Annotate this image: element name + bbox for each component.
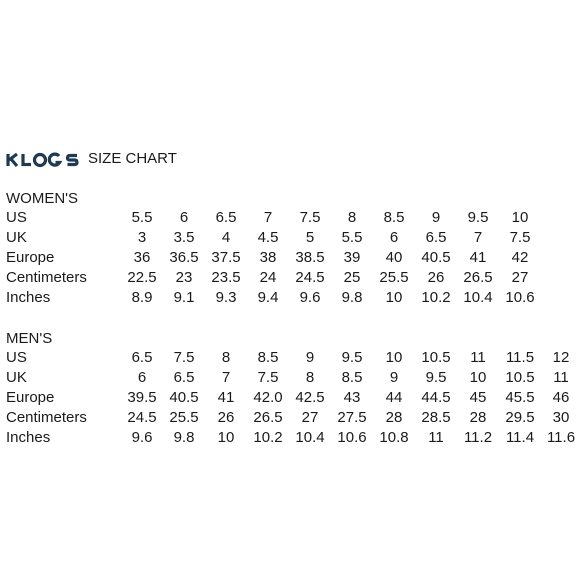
size-cell: 23 bbox=[175, 269, 193, 286]
size-cell: 5.5 bbox=[341, 229, 363, 246]
size-cell: 10.4 bbox=[295, 429, 325, 446]
size-cell: 11.2 bbox=[463, 429, 493, 446]
size-cell: 9.5 bbox=[467, 209, 489, 226]
size-cell: 24.5 bbox=[295, 269, 325, 286]
size-cell: 40.5 bbox=[421, 249, 451, 266]
size-cell: 9 bbox=[305, 349, 315, 366]
size-cell: 42.5 bbox=[295, 389, 325, 406]
size-cell: 29.5 bbox=[505, 409, 535, 426]
size-cell: 7 bbox=[221, 369, 231, 386]
size-cell: 10.5 bbox=[505, 369, 535, 386]
size-cell: 7.5 bbox=[257, 369, 279, 386]
row-label: UK bbox=[6, 229, 27, 246]
size-cell: 11.4 bbox=[505, 429, 535, 446]
size-cell: 36.5 bbox=[169, 249, 199, 266]
size-cell: 24 bbox=[259, 269, 277, 286]
size-cell: 25.5 bbox=[169, 409, 199, 426]
size-cell: 9.8 bbox=[173, 429, 195, 446]
size-cell: 3 bbox=[137, 229, 147, 246]
size-cell: 26 bbox=[427, 269, 445, 286]
size-cell: 9.3 bbox=[215, 289, 237, 306]
size-cell: 11 bbox=[470, 349, 486, 366]
size-cell: 12 bbox=[552, 349, 570, 366]
size-cell: 10 bbox=[511, 209, 529, 226]
size-cell: 23.5 bbox=[211, 269, 241, 286]
size-cell: 8.5 bbox=[341, 369, 363, 386]
klogs-logo bbox=[6, 152, 86, 168]
size-cell: 37.5 bbox=[211, 249, 241, 266]
men-row-inches bbox=[0, 428, 580, 448]
size-cell: 38 bbox=[259, 249, 277, 266]
size-cell: 38.5 bbox=[295, 249, 325, 266]
size-cell: 10.6 bbox=[505, 289, 535, 306]
size-cell: 8.9 bbox=[131, 289, 153, 306]
men-row-centimeters bbox=[0, 408, 580, 428]
size-cell: 27 bbox=[301, 409, 319, 426]
size-cell: 40 bbox=[385, 249, 403, 266]
size-chart-title: SIZE CHART bbox=[88, 150, 177, 167]
size-cell: 24.5 bbox=[127, 409, 157, 426]
men-row-uk bbox=[0, 368, 580, 388]
size-cell: 6 bbox=[137, 369, 147, 386]
size-cell: 7.5 bbox=[509, 229, 531, 246]
size-cell: 30 bbox=[552, 409, 570, 426]
size-cell: 9.8 bbox=[341, 289, 363, 306]
size-cell: 7.5 bbox=[299, 209, 321, 226]
size-cell: 22.5 bbox=[127, 269, 157, 286]
size-cell: 39.5 bbox=[127, 389, 157, 406]
size-cell: 8.5 bbox=[257, 349, 279, 366]
size-cell: 27 bbox=[511, 269, 529, 286]
women-row-centimeters bbox=[0, 268, 580, 288]
size-cell: 11.5 bbox=[505, 349, 535, 366]
size-cell: 10 bbox=[385, 349, 403, 366]
womens-section-title: WOMEN'S bbox=[6, 190, 79, 207]
size-cell: 11 bbox=[553, 369, 569, 386]
size-cell: 44 bbox=[385, 389, 403, 406]
row-label: Centimeters bbox=[6, 409, 87, 426]
row-label: UK bbox=[6, 369, 27, 386]
size-cell: 45 bbox=[469, 389, 487, 406]
mens-section-title: MEN'S bbox=[6, 330, 53, 347]
size-cell: 6.5 bbox=[215, 209, 237, 226]
size-cell: 9 bbox=[431, 209, 441, 226]
size-cell: 28 bbox=[385, 409, 403, 426]
size-cell: 42 bbox=[511, 249, 529, 266]
size-cell: 9.1 bbox=[173, 289, 195, 306]
size-cell: 10.8 bbox=[379, 429, 409, 446]
size-cell: 10.4 bbox=[463, 289, 493, 306]
size-cell: 27.5 bbox=[337, 409, 367, 426]
size-cell: 43 bbox=[343, 389, 361, 406]
size-cell: 8 bbox=[347, 209, 357, 226]
size-cell: 11.6 bbox=[546, 429, 576, 446]
size-cell: 10 bbox=[217, 429, 235, 446]
size-cell: 9.4 bbox=[257, 289, 279, 306]
row-label: Inches bbox=[6, 429, 51, 446]
men-row-us bbox=[0, 348, 580, 368]
size-cell: 9.5 bbox=[341, 349, 363, 366]
size-cell: 10 bbox=[469, 369, 487, 386]
row-label: US bbox=[6, 209, 27, 226]
size-cell: 10.2 bbox=[421, 289, 451, 306]
size-cell: 39 bbox=[343, 249, 361, 266]
size-cell: 8 bbox=[305, 369, 315, 386]
size-cell: 25 bbox=[343, 269, 361, 286]
size-cell: 9.6 bbox=[131, 429, 153, 446]
size-cell: 10.2 bbox=[253, 429, 283, 446]
men-row-europe bbox=[0, 388, 580, 408]
women-row-uk bbox=[0, 228, 580, 248]
size-cell: 26 bbox=[217, 409, 235, 426]
size-cell: 4 bbox=[221, 229, 231, 246]
size-cell: 44.5 bbox=[421, 389, 451, 406]
row-label: US bbox=[6, 349, 27, 366]
size-cell: 4.5 bbox=[257, 229, 279, 246]
size-cell: 10 bbox=[385, 289, 403, 306]
size-cell: 6 bbox=[179, 209, 189, 226]
size-cell: 8 bbox=[221, 349, 231, 366]
size-cell: 5 bbox=[305, 229, 315, 246]
women-row-europe bbox=[0, 248, 580, 268]
size-cell: 5.5 bbox=[131, 209, 153, 226]
size-cell: 10.6 bbox=[337, 429, 367, 446]
row-label: Europe bbox=[6, 249, 55, 266]
size-cell: 10.5 bbox=[421, 349, 451, 366]
women-row-us bbox=[0, 208, 580, 228]
size-cell: 41 bbox=[217, 389, 235, 406]
size-cell: 36 bbox=[133, 249, 151, 266]
row-label: Centimeters bbox=[6, 269, 87, 286]
size-cell: 26.5 bbox=[463, 269, 493, 286]
size-cell: 25.5 bbox=[379, 269, 409, 286]
size-cell: 28.5 bbox=[421, 409, 451, 426]
size-cell: 7 bbox=[473, 229, 483, 246]
size-cell: 9.6 bbox=[299, 289, 321, 306]
size-cell: 28 bbox=[469, 409, 487, 426]
size-cell: 8.5 bbox=[383, 209, 405, 226]
size-cell: 46 bbox=[552, 389, 570, 406]
size-cell: 6.5 bbox=[131, 349, 153, 366]
size-cell: 3.5 bbox=[173, 229, 195, 246]
size-cell: 6.5 bbox=[173, 369, 195, 386]
size-cell: 41 bbox=[469, 249, 487, 266]
size-cell: 9 bbox=[389, 369, 399, 386]
women-row-inches bbox=[0, 288, 580, 308]
size-cell: 11 bbox=[428, 429, 444, 446]
size-cell: 6 bbox=[389, 229, 399, 246]
size-cell: 6.5 bbox=[425, 229, 447, 246]
size-cell: 45.5 bbox=[505, 389, 535, 406]
size-cell: 40.5 bbox=[169, 389, 199, 406]
size-cell: 7 bbox=[263, 209, 273, 226]
size-cell: 26.5 bbox=[253, 409, 283, 426]
chart-header bbox=[6, 144, 177, 168]
row-label: Europe bbox=[6, 389, 55, 406]
size-cell: 9.5 bbox=[425, 369, 447, 386]
row-label: Inches bbox=[6, 289, 51, 306]
size-cell: 7.5 bbox=[173, 349, 195, 366]
size-cell: 42.0 bbox=[253, 389, 283, 406]
